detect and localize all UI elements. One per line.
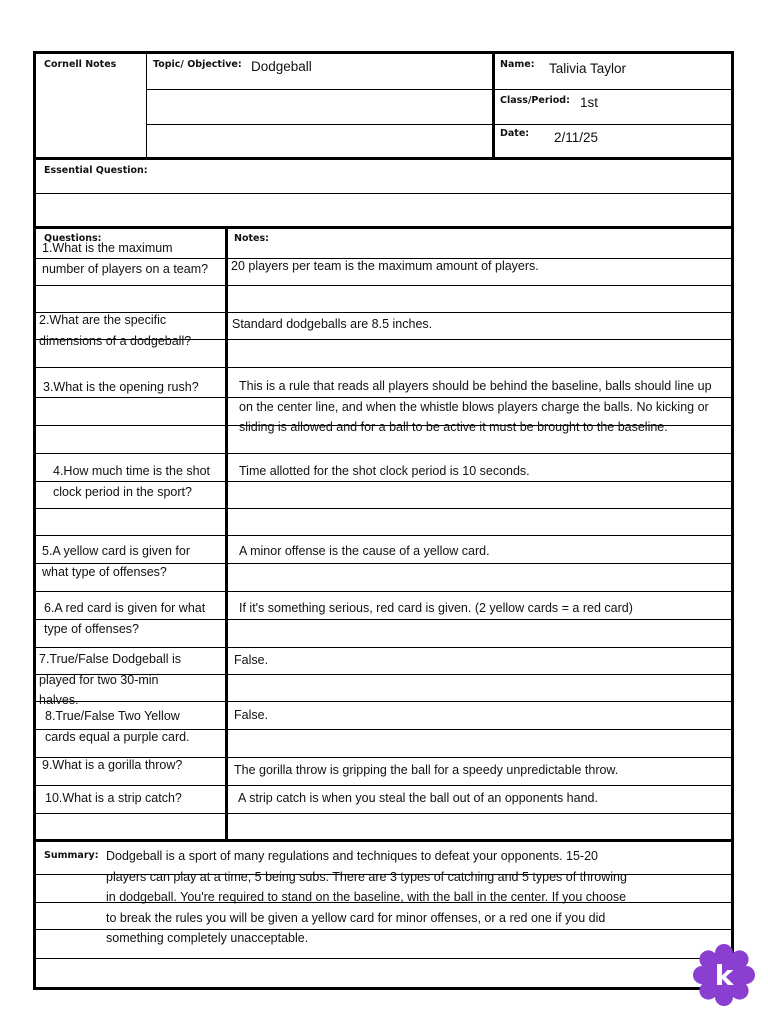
note-2: Standard dodgeballs are 8.5 inches. (232, 317, 433, 331)
header-divider-left (146, 53, 147, 158)
header-divider-right (492, 53, 495, 158)
ruled-line (35, 813, 732, 814)
note-10: A strip catch is when you steal the ball out of an opponents hand. (238, 791, 598, 805)
ruled-line (35, 591, 732, 592)
header-rule-2 (146, 124, 732, 125)
essential-question-bottom-rule (35, 226, 732, 229)
notes-bottom-rule (35, 839, 732, 842)
class-period-value: 1st (580, 95, 599, 110)
ruled-line (35, 785, 732, 786)
note-3: This is a rule that reads all players should be behind the baseline, balls should line up on the center line, and when the whistle blows players charge the balls. No kicking or sliding is allowed and for a ball to be active it must be brought to the baseline. (239, 379, 712, 434)
question-4: 4.How much time is the shot clock period in the sport? (53, 464, 211, 499)
question-10: 10.What is a strip catch? (45, 791, 182, 805)
summary-text: Dodgeball is a sport of many regulations and techniques to defeat your opponents. 15-20 players can play at a time, 5 being subs. There are 3 types of catching and 5 types of throwing in dodgeball. You're required to stand on the baseline, with the ball in the center. If you choose to break the rules you will be given a yellow card for minor offenses, or a red one if you did something completely unacceptable. (106, 849, 627, 945)
question-2: 2.What are the specific dimensions of a dodgeball? (39, 313, 192, 348)
ruled-line (35, 367, 732, 368)
name-label: Name: (500, 59, 535, 70)
note-1: 20 players per team is the maximum amount of players. (231, 259, 539, 273)
class-period-label: Class/Period: (500, 95, 570, 106)
summary-rule (35, 958, 732, 959)
question-1: 1.What is the maximum number of players on a team? (42, 241, 209, 276)
ruled-line (35, 453, 732, 454)
name-value: Talivia Taylor (549, 61, 627, 76)
header-rule-1 (146, 89, 732, 90)
question-5: 5.A yellow card is given for what type of offenses? (42, 544, 190, 579)
kami-badge-icon[interactable] (693, 944, 755, 1006)
summary-label: Summary: (44, 850, 99, 861)
note-6: If it's something serious, red card is given. (2 yellow cards = a red card) (239, 601, 633, 615)
ruled-line (35, 285, 732, 286)
essential-question-rule (35, 193, 732, 194)
note-9: The gorilla throw is gripping the ball for a speedy unpredictable throw. (234, 763, 619, 777)
note-4: Time allotted for the shot clock period is 10 seconds. (239, 464, 530, 478)
date-label: Date: (500, 128, 530, 139)
topic-value: Dodgeball (251, 59, 312, 74)
essential-question-label: Essential Question: (44, 165, 148, 176)
question-9: 9.What is a gorilla throw? (42, 758, 183, 772)
question-7: 7.True/False Dodgeball is played for two 30-min halves. (39, 652, 181, 707)
question-8: 8.True/False Two Yellow cards equal a purple card. (45, 709, 190, 744)
header-bottom-rule (35, 157, 732, 160)
topic-label: Topic/ Objective: (153, 59, 242, 70)
kami-badge-letter: k (714, 959, 734, 992)
ruled-line (35, 508, 732, 509)
questions-label: Questions: (44, 233, 102, 244)
cornell-notes-label: Cornell Notes (44, 59, 117, 70)
ruled-line (35, 647, 732, 648)
question-3: 3.What is the opening rush? (43, 380, 199, 394)
note-5: A minor offense is the cause of a yellow card. (239, 544, 490, 558)
question-6: 6.A red card is given for what type of offenses? (44, 601, 206, 636)
note-8: False. (234, 708, 269, 722)
notes-label: Notes: (234, 233, 269, 244)
ruled-line (35, 535, 732, 536)
date-value: 2/11/25 (554, 130, 599, 145)
note-7: False. (234, 653, 269, 667)
